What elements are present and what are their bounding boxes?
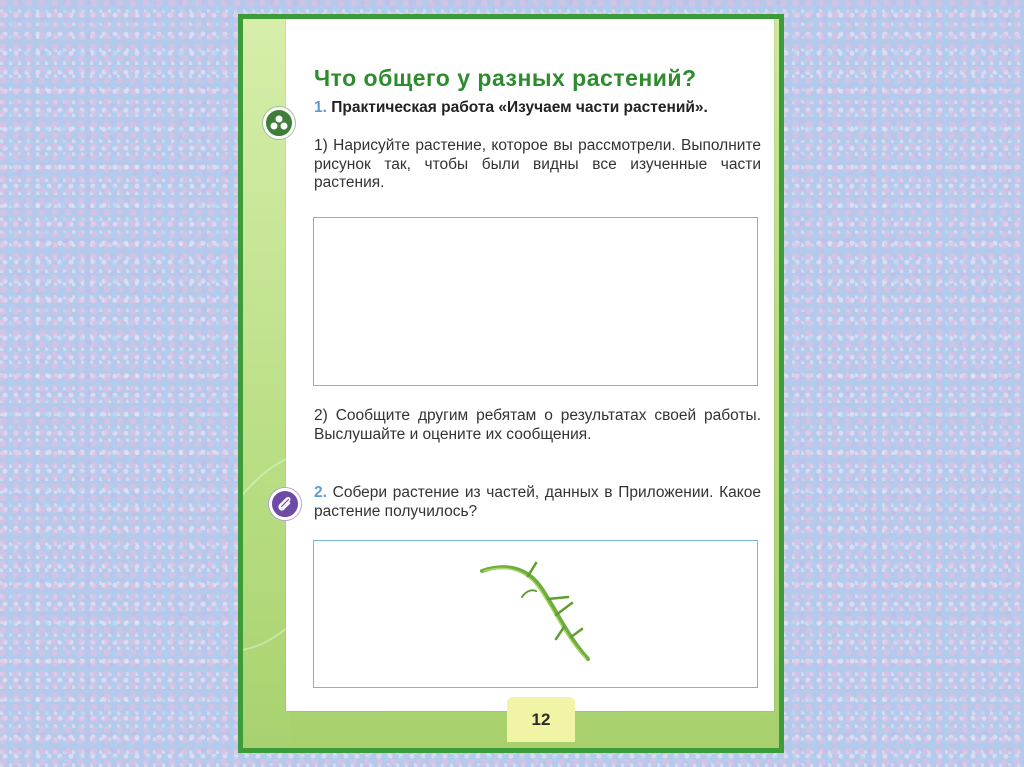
paperclip-icon xyxy=(269,488,301,520)
page-number-tab xyxy=(507,697,575,742)
task1-number: 1. xyxy=(314,99,327,116)
task1-heading xyxy=(314,99,761,118)
task2-text xyxy=(314,484,761,521)
group-work-icon xyxy=(263,107,295,139)
page-title: Что общего у разных растений? xyxy=(314,65,697,91)
task1-step2: 2) Сообщите другим ребятам о результатах своей работы. Выслушайте и оцените их сообщения. xyxy=(314,407,761,443)
task1-step1: 1) Нарисуйте растение, которое вы рассмотрели. Выполните рисунок так, чтобы были видны все изученные части растения. xyxy=(314,137,761,191)
plant-stem-icon xyxy=(476,559,606,669)
drawing-box[interactable] xyxy=(313,217,758,386)
task2-body: Собери растение из частей, данных в Приложении. Какое растение получилось? xyxy=(314,484,762,520)
task1-heading-text: Практическая работа «Изучаем части растений». xyxy=(331,99,708,116)
textbook-page xyxy=(286,19,774,711)
assembly-box[interactable] xyxy=(313,540,758,688)
task2-number: 2. xyxy=(314,484,327,501)
page-number: 12 xyxy=(531,709,551,729)
